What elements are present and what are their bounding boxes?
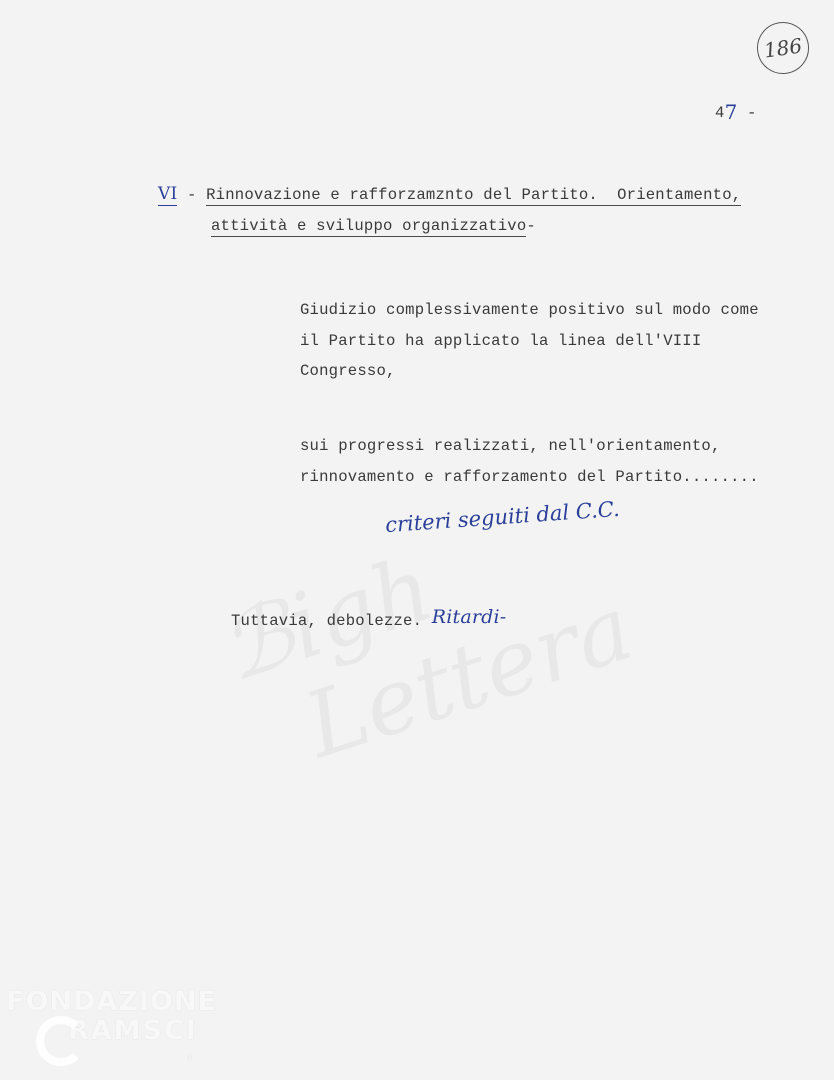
section-dash: -: [177, 186, 207, 204]
page-number-handwritten: 7: [724, 100, 738, 124]
section-title-line2: attività e sviluppo organizzativo: [211, 217, 527, 235]
logo-line1: FONDAZIONE: [6, 986, 217, 1017]
page-number-typed: 4: [715, 104, 725, 122]
paragraph1-line3: Congresso,: [300, 362, 396, 380]
paragraph2-line2: rinnovamento e rafforzamento del Partito........: [300, 468, 759, 486]
paragraph1-line1: Giudizio complessivamente positivo sul modo come: [300, 301, 759, 319]
paragraph1-line2: il Partito ha applicato la linea dell'VIII: [300, 332, 702, 350]
logo-line2: RAMSCI: [68, 1015, 198, 1046]
logo-registered-mark: ®: [186, 1053, 194, 1062]
closing-typed-text: Tuttavia, debolezze.: [231, 612, 432, 630]
archive-number: 186: [762, 33, 804, 63]
section-roman-numeral: VI: [158, 184, 178, 204]
fondazione-gramsci-logo: [6, 986, 217, 1062]
section-heading-line1: [158, 184, 741, 204]
archive-number-stamp: [754, 19, 813, 78]
section-heading-line2: [211, 217, 536, 235]
logo-g-mark: [36, 1016, 86, 1066]
handwritten-note-criteri: criteri seguiti dal C.C.: [384, 496, 621, 538]
handwritten-note-ritardi: Ritardi-: [431, 606, 507, 628]
section-title-line1: Rinnovazione e rafforzamznto del Partito. Orientamento,: [206, 186, 742, 204]
page-number-suffix: -: [737, 104, 757, 122]
section-title-line2-tail: -: [526, 217, 536, 235]
page-number: [715, 98, 757, 122]
paragraph2-line1: sui progressi realizzati, nell'orientamento,: [300, 437, 721, 455]
